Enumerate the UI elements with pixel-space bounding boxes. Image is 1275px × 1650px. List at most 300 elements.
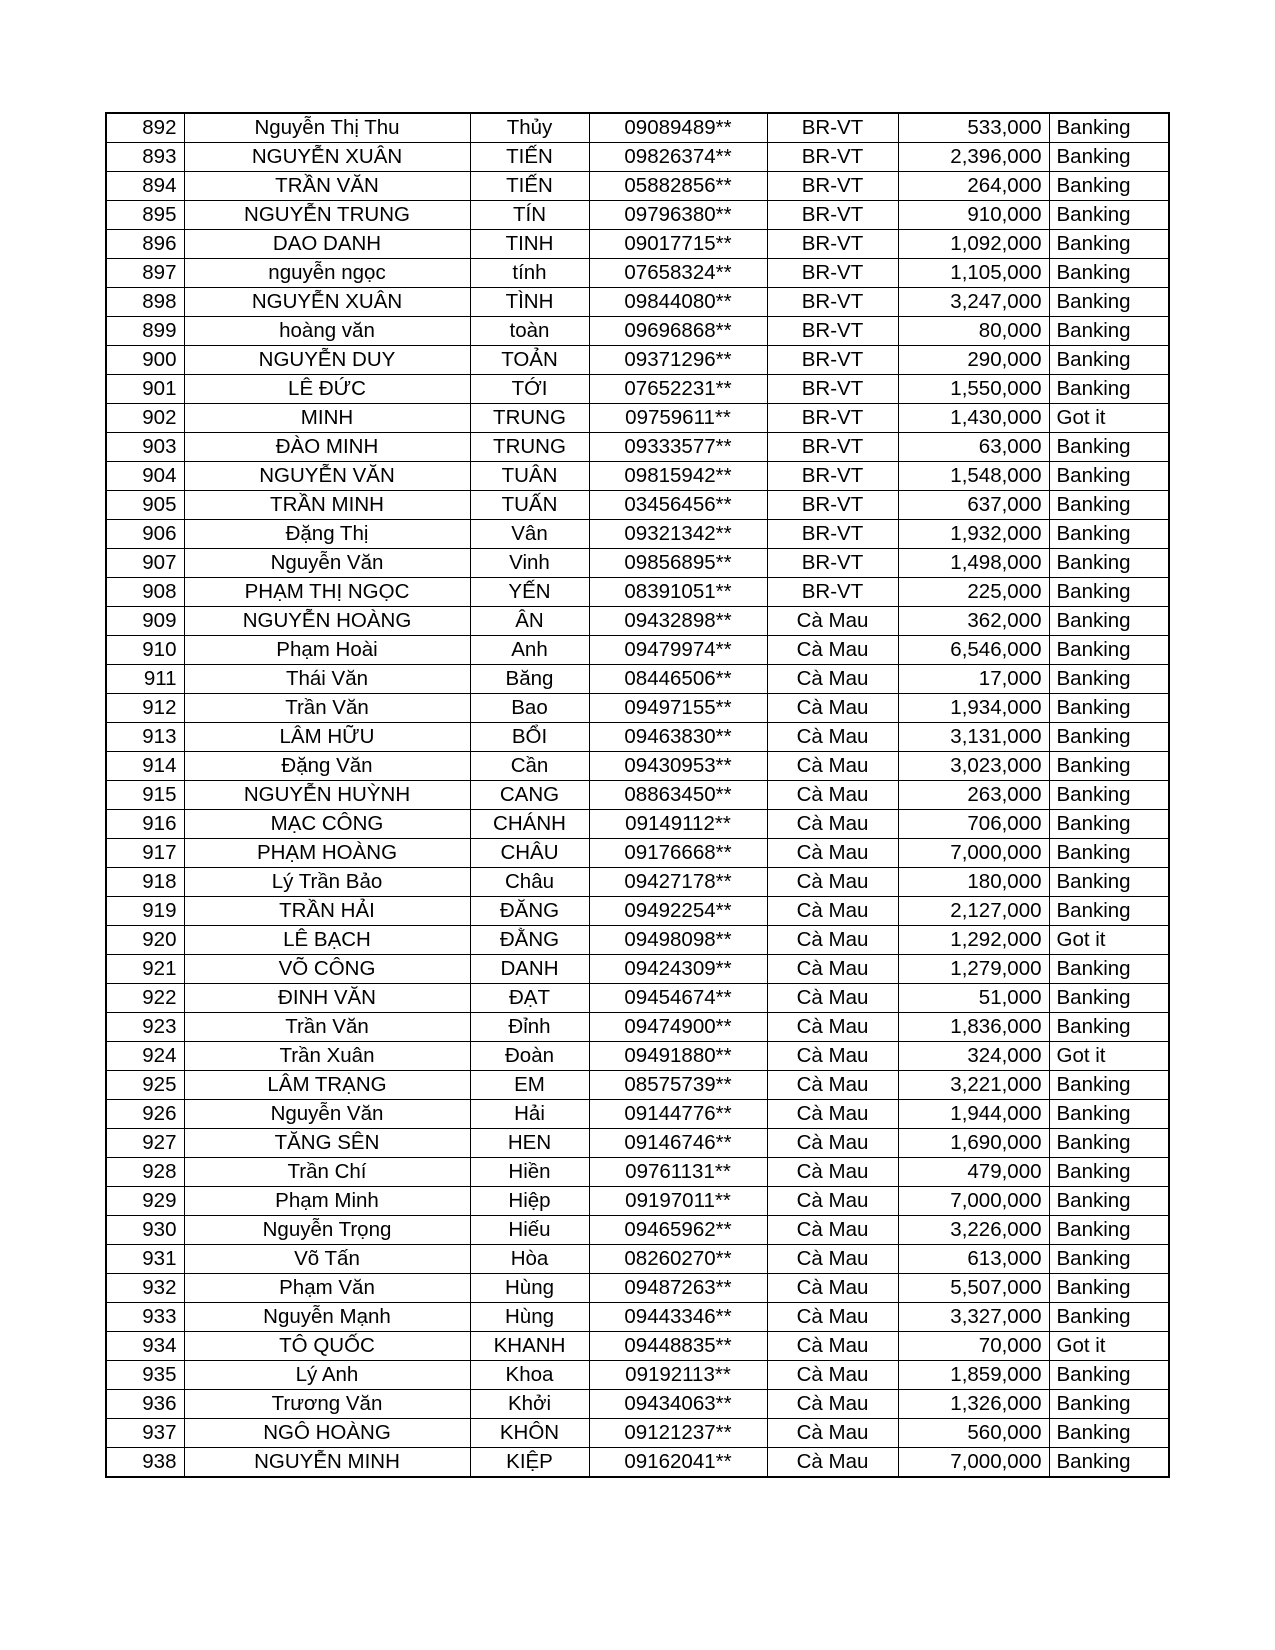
region-cell: Cà Mau	[767, 1361, 898, 1390]
row-number-cell: 928	[106, 1158, 184, 1187]
given-name-cell: Hải	[470, 1100, 589, 1129]
payment-method-cell: Banking	[1049, 1361, 1169, 1390]
region-cell: Cà Mau	[767, 752, 898, 781]
given-name-cell: CHÂU	[470, 839, 589, 868]
given-name-cell: Hiếu	[470, 1216, 589, 1245]
phone-cell: 09144776**	[589, 1100, 767, 1129]
surname-cell: LÂM TRẠNG	[184, 1071, 470, 1100]
amount-cell: 290,000	[898, 346, 1049, 375]
surname-cell: LÂM HỮU	[184, 723, 470, 752]
phone-cell: 09430953**	[589, 752, 767, 781]
row-number-cell: 919	[106, 897, 184, 926]
given-name-cell: Hòa	[470, 1245, 589, 1274]
table-row	[106, 520, 1169, 549]
given-name-cell: Cần	[470, 752, 589, 781]
region-cell: Cà Mau	[767, 1303, 898, 1332]
surname-cell: Trần Văn	[184, 1013, 470, 1042]
payment-method-cell: Banking	[1049, 694, 1169, 723]
payment-method-cell: Banking	[1049, 1274, 1169, 1303]
surname-cell: Đặng Thị	[184, 520, 470, 549]
region-cell: Cà Mau	[767, 781, 898, 810]
surname-cell: Phạm Minh	[184, 1187, 470, 1216]
table-row	[106, 462, 1169, 491]
payment-method-cell: Banking	[1049, 346, 1169, 375]
region-cell: Cà Mau	[767, 1390, 898, 1419]
surname-cell: Trần Xuân	[184, 1042, 470, 1071]
amount-cell: 3,226,000	[898, 1216, 1049, 1245]
phone-cell: 09432898**	[589, 607, 767, 636]
table-row	[106, 578, 1169, 607]
amount-cell: 560,000	[898, 1419, 1049, 1448]
surname-cell: NGUYỄN HOÀNG	[184, 607, 470, 636]
payment-method-cell: Banking	[1049, 955, 1169, 984]
surname-cell: Võ Tấn	[184, 1245, 470, 1274]
region-cell: Cà Mau	[767, 810, 898, 839]
row-number-cell: 934	[106, 1332, 184, 1361]
amount-cell: 63,000	[898, 433, 1049, 462]
payment-method-cell: Banking	[1049, 607, 1169, 636]
region-cell: BR-VT	[767, 172, 898, 201]
given-name-cell: KIỆP	[470, 1448, 589, 1478]
region-cell: BR-VT	[767, 404, 898, 433]
region-cell: Cà Mau	[767, 723, 898, 752]
phone-cell: 09427178**	[589, 868, 767, 897]
payment-method-cell: Banking	[1049, 375, 1169, 404]
table-row	[106, 868, 1169, 897]
phone-cell: 09176668**	[589, 839, 767, 868]
given-name-cell: Đỉnh	[470, 1013, 589, 1042]
amount-cell: 17,000	[898, 665, 1049, 694]
payment-method-cell: Banking	[1049, 113, 1169, 143]
row-number-cell: 930	[106, 1216, 184, 1245]
given-name-cell: Đoàn	[470, 1042, 589, 1071]
surname-cell: ĐINH VĂN	[184, 984, 470, 1013]
phone-cell: 09162041**	[589, 1448, 767, 1478]
table-row	[106, 433, 1169, 462]
amount-cell: 80,000	[898, 317, 1049, 346]
amount-cell: 3,327,000	[898, 1303, 1049, 1332]
payment-method-cell: Banking	[1049, 810, 1169, 839]
surname-cell: Đặng Văn	[184, 752, 470, 781]
table-row	[106, 723, 1169, 752]
region-cell: Cà Mau	[767, 1274, 898, 1303]
phone-cell: 08391051**	[589, 578, 767, 607]
given-name-cell: TUẤN	[470, 491, 589, 520]
phone-cell: 09796380**	[589, 201, 767, 230]
phone-cell: 09333577**	[589, 433, 767, 462]
region-cell: Cà Mau	[767, 926, 898, 955]
payment-method-cell: Banking	[1049, 839, 1169, 868]
table-row	[106, 694, 1169, 723]
winners-table	[105, 112, 1170, 1478]
payment-method-cell: Banking	[1049, 520, 1169, 549]
region-cell: BR-VT	[767, 317, 898, 346]
table-row	[106, 1448, 1169, 1478]
region-cell: Cà Mau	[767, 665, 898, 694]
table-row	[106, 1158, 1169, 1187]
phone-cell: 03456456**	[589, 491, 767, 520]
payment-method-cell: Banking	[1049, 433, 1169, 462]
region-cell: BR-VT	[767, 143, 898, 172]
table-row	[106, 317, 1169, 346]
given-name-cell: TÌNH	[470, 288, 589, 317]
row-number-cell: 899	[106, 317, 184, 346]
surname-cell: PHẠM THỊ NGỌC	[184, 578, 470, 607]
given-name-cell: TRUNG	[470, 404, 589, 433]
phone-cell: 09487263**	[589, 1274, 767, 1303]
row-number-cell: 927	[106, 1129, 184, 1158]
given-name-cell: TIẾN	[470, 172, 589, 201]
amount-cell: 637,000	[898, 491, 1049, 520]
phone-cell: 09371296**	[589, 346, 767, 375]
given-name-cell: YẾN	[470, 578, 589, 607]
amount-cell: 6,546,000	[898, 636, 1049, 665]
amount-cell: 1,932,000	[898, 520, 1049, 549]
payment-method-cell: Banking	[1049, 259, 1169, 288]
payment-method-cell: Banking	[1049, 868, 1169, 897]
given-name-cell: Vân	[470, 520, 589, 549]
table-row	[106, 113, 1169, 143]
amount-cell: 7,000,000	[898, 1187, 1049, 1216]
surname-cell: Trương Văn	[184, 1390, 470, 1419]
amount-cell: 51,000	[898, 984, 1049, 1013]
surname-cell: hoàng văn	[184, 317, 470, 346]
phone-cell: 09146746**	[589, 1129, 767, 1158]
row-number-cell: 918	[106, 868, 184, 897]
phone-cell: 09498098**	[589, 926, 767, 955]
given-name-cell: ÂN	[470, 607, 589, 636]
given-name-cell: ĐĂNG	[470, 897, 589, 926]
surname-cell: MINH	[184, 404, 470, 433]
row-number-cell: 905	[106, 491, 184, 520]
row-number-cell: 933	[106, 1303, 184, 1332]
row-number-cell: 909	[106, 607, 184, 636]
row-number-cell: 910	[106, 636, 184, 665]
row-number-cell: 916	[106, 810, 184, 839]
phone-cell: 09089489**	[589, 113, 767, 143]
phone-cell: 09448835**	[589, 1332, 767, 1361]
row-number-cell: 937	[106, 1419, 184, 1448]
payment-method-cell: Banking	[1049, 1419, 1169, 1448]
amount-cell: 1,105,000	[898, 259, 1049, 288]
phone-cell: 09761131**	[589, 1158, 767, 1187]
row-number-cell: 903	[106, 433, 184, 462]
row-number-cell: 924	[106, 1042, 184, 1071]
amount-cell: 1,548,000	[898, 462, 1049, 491]
table-row	[106, 549, 1169, 578]
payment-method-cell: Banking	[1049, 143, 1169, 172]
region-cell: BR-VT	[767, 201, 898, 230]
given-name-cell: Hùng	[470, 1274, 589, 1303]
given-name-cell: TUÂN	[470, 462, 589, 491]
table-row	[106, 1129, 1169, 1158]
payment-method-cell: Banking	[1049, 752, 1169, 781]
given-name-cell: Châu	[470, 868, 589, 897]
row-number-cell: 926	[106, 1100, 184, 1129]
table-row	[106, 1390, 1169, 1419]
given-name-cell: KHANH	[470, 1332, 589, 1361]
row-number-cell: 913	[106, 723, 184, 752]
phone-cell: 09454674**	[589, 984, 767, 1013]
given-name-cell: ĐẠT	[470, 984, 589, 1013]
given-name-cell: CANG	[470, 781, 589, 810]
region-cell: Cà Mau	[767, 1100, 898, 1129]
region-cell: BR-VT	[767, 288, 898, 317]
given-name-cell: TIẾN	[470, 143, 589, 172]
region-cell: Cà Mau	[767, 694, 898, 723]
table-row	[106, 955, 1169, 984]
table-row	[106, 1332, 1169, 1361]
table-row	[106, 346, 1169, 375]
row-number-cell: 902	[106, 404, 184, 433]
surname-cell: LÊ BẠCH	[184, 926, 470, 955]
table-row	[106, 781, 1169, 810]
region-cell: Cà Mau	[767, 1419, 898, 1448]
region-cell: Cà Mau	[767, 1448, 898, 1478]
given-name-cell: Hiền	[470, 1158, 589, 1187]
amount-cell: 264,000	[898, 172, 1049, 201]
table-row	[106, 1100, 1169, 1129]
phone-cell: 08260270**	[589, 1245, 767, 1274]
given-name-cell: EM	[470, 1071, 589, 1100]
row-number-cell: 894	[106, 172, 184, 201]
region-cell: BR-VT	[767, 462, 898, 491]
amount-cell: 1,292,000	[898, 926, 1049, 955]
payment-method-cell: Banking	[1049, 1129, 1169, 1158]
given-name-cell: Anh	[470, 636, 589, 665]
table-row	[106, 1187, 1169, 1216]
surname-cell: ĐÀO MINH	[184, 433, 470, 462]
phone-cell: 09759611**	[589, 404, 767, 433]
payment-method-cell: Banking	[1049, 1216, 1169, 1245]
surname-cell: Trần Văn	[184, 694, 470, 723]
phone-cell: 09443346**	[589, 1303, 767, 1332]
table-row	[106, 839, 1169, 868]
given-name-cell: CHÁNH	[470, 810, 589, 839]
payment-method-cell: Banking	[1049, 1071, 1169, 1100]
region-cell: BR-VT	[767, 549, 898, 578]
amount-cell: 1,550,000	[898, 375, 1049, 404]
phone-cell: 09321342**	[589, 520, 767, 549]
payment-method-cell: Got it	[1049, 1042, 1169, 1071]
given-name-cell: toàn	[470, 317, 589, 346]
payment-method-cell: Banking	[1049, 636, 1169, 665]
table-row	[106, 288, 1169, 317]
payment-method-cell: Banking	[1049, 665, 1169, 694]
phone-cell: 08575739**	[589, 1071, 767, 1100]
region-cell: Cà Mau	[767, 955, 898, 984]
row-number-cell: 929	[106, 1187, 184, 1216]
amount-cell: 362,000	[898, 607, 1049, 636]
row-number-cell: 898	[106, 288, 184, 317]
amount-cell: 1,859,000	[898, 1361, 1049, 1390]
payment-method-cell: Banking	[1049, 723, 1169, 752]
amount-cell: 3,221,000	[898, 1071, 1049, 1100]
phone-cell: 09474900**	[589, 1013, 767, 1042]
payment-method-cell: Banking	[1049, 578, 1169, 607]
table-row	[106, 897, 1169, 926]
payment-method-cell: Banking	[1049, 288, 1169, 317]
phone-cell: 09856895**	[589, 549, 767, 578]
row-number-cell: 925	[106, 1071, 184, 1100]
region-cell: BR-VT	[767, 491, 898, 520]
payment-method-cell: Banking	[1049, 1158, 1169, 1187]
phone-cell: 09121237**	[589, 1419, 767, 1448]
surname-cell: TĂNG SÊN	[184, 1129, 470, 1158]
region-cell: Cà Mau	[767, 1245, 898, 1274]
region-cell: BR-VT	[767, 346, 898, 375]
surname-cell: TÔ QUỐC	[184, 1332, 470, 1361]
table-row	[106, 1042, 1169, 1071]
given-name-cell: DANH	[470, 955, 589, 984]
payment-method-cell: Banking	[1049, 984, 1169, 1013]
row-number-cell: 932	[106, 1274, 184, 1303]
row-number-cell: 911	[106, 665, 184, 694]
payment-method-cell: Banking	[1049, 1303, 1169, 1332]
phone-cell: 09197011**	[589, 1187, 767, 1216]
phone-cell: 09491880**	[589, 1042, 767, 1071]
phone-cell: 09465962**	[589, 1216, 767, 1245]
surname-cell: Lý Anh	[184, 1361, 470, 1390]
amount-cell: 2,127,000	[898, 897, 1049, 926]
surname-cell: Lý Trần Bảo	[184, 868, 470, 897]
amount-cell: 706,000	[898, 810, 1049, 839]
surname-cell: Nguyễn Văn	[184, 549, 470, 578]
surname-cell: Nguyễn Văn	[184, 1100, 470, 1129]
given-name-cell: Khoa	[470, 1361, 589, 1390]
row-number-cell: 892	[106, 113, 184, 143]
payment-method-cell: Banking	[1049, 491, 1169, 520]
row-number-cell: 914	[106, 752, 184, 781]
row-number-cell: 915	[106, 781, 184, 810]
region-cell: Cà Mau	[767, 1042, 898, 1071]
payment-method-cell: Got it	[1049, 926, 1169, 955]
payment-method-cell: Banking	[1049, 1245, 1169, 1274]
table-row	[106, 636, 1169, 665]
surname-cell: NGÔ HOÀNG	[184, 1419, 470, 1448]
amount-cell: 3,247,000	[898, 288, 1049, 317]
region-cell: Cà Mau	[767, 897, 898, 926]
amount-cell: 1,279,000	[898, 955, 1049, 984]
surname-cell: TRẦN HẢI	[184, 897, 470, 926]
payment-method-cell: Got it	[1049, 1332, 1169, 1361]
surname-cell: NGUYỄN DUY	[184, 346, 470, 375]
payment-method-cell: Banking	[1049, 1013, 1169, 1042]
payment-method-cell: Banking	[1049, 897, 1169, 926]
payment-method-cell: Banking	[1049, 1448, 1169, 1478]
payment-method-cell: Banking	[1049, 172, 1169, 201]
amount-cell: 1,944,000	[898, 1100, 1049, 1129]
row-number-cell: 931	[106, 1245, 184, 1274]
table-row	[106, 375, 1169, 404]
given-name-cell: Khởi	[470, 1390, 589, 1419]
row-number-cell: 906	[106, 520, 184, 549]
amount-cell: 1,326,000	[898, 1390, 1049, 1419]
region-cell: BR-VT	[767, 433, 898, 462]
amount-cell: 910,000	[898, 201, 1049, 230]
phone-cell: 09815942**	[589, 462, 767, 491]
amount-cell: 3,131,000	[898, 723, 1049, 752]
given-name-cell: TRUNG	[470, 433, 589, 462]
row-number-cell: 923	[106, 1013, 184, 1042]
payment-method-cell: Banking	[1049, 1390, 1169, 1419]
amount-cell: 1,092,000	[898, 230, 1049, 259]
region-cell: BR-VT	[767, 520, 898, 549]
surname-cell: Trần Chí	[184, 1158, 470, 1187]
amount-cell: 7,000,000	[898, 1448, 1049, 1478]
region-cell: Cà Mau	[767, 1158, 898, 1187]
table-row	[106, 230, 1169, 259]
given-name-cell: Hiệp	[470, 1187, 589, 1216]
given-name-cell: tính	[470, 259, 589, 288]
surname-cell: NGUYỄN XUÂN	[184, 143, 470, 172]
row-number-cell: 935	[106, 1361, 184, 1390]
given-name-cell: Băng	[470, 665, 589, 694]
phone-cell: 09017715**	[589, 230, 767, 259]
table-row	[106, 1303, 1169, 1332]
surname-cell: Thái Văn	[184, 665, 470, 694]
phone-cell: 09492254**	[589, 897, 767, 926]
payment-method-cell: Banking	[1049, 1100, 1169, 1129]
phone-cell: 07652231**	[589, 375, 767, 404]
table-row	[106, 984, 1169, 1013]
table-row	[106, 1361, 1169, 1390]
phone-cell: 08863450**	[589, 781, 767, 810]
table-row	[106, 1274, 1169, 1303]
given-name-cell: TOẢN	[470, 346, 589, 375]
table-row	[106, 1419, 1169, 1448]
surname-cell: MẠC CÔNG	[184, 810, 470, 839]
payment-method-cell: Banking	[1049, 549, 1169, 578]
region-cell: Cà Mau	[767, 607, 898, 636]
row-number-cell: 908	[106, 578, 184, 607]
region-cell: BR-VT	[767, 375, 898, 404]
amount-cell: 2,396,000	[898, 143, 1049, 172]
amount-cell: 225,000	[898, 578, 1049, 607]
payment-method-cell: Banking	[1049, 317, 1169, 346]
table-row	[106, 926, 1169, 955]
given-name-cell: TỚI	[470, 375, 589, 404]
amount-cell: 1,690,000	[898, 1129, 1049, 1158]
region-cell: Cà Mau	[767, 1216, 898, 1245]
given-name-cell: Thủy	[470, 113, 589, 143]
amount-cell: 533,000	[898, 113, 1049, 143]
phone-cell: 09463830**	[589, 723, 767, 752]
payment-method-cell: Banking	[1049, 201, 1169, 230]
phone-cell: 09844080**	[589, 288, 767, 317]
phone-cell: 08446506**	[589, 665, 767, 694]
surname-cell: NGUYỄN MINH	[184, 1448, 470, 1478]
phone-cell: 07658324**	[589, 259, 767, 288]
phone-cell: 05882856**	[589, 172, 767, 201]
payment-method-cell: Banking	[1049, 462, 1169, 491]
table-row	[106, 752, 1169, 781]
table-row	[106, 1071, 1169, 1100]
row-number-cell: 907	[106, 549, 184, 578]
row-number-cell: 921	[106, 955, 184, 984]
region-cell: Cà Mau	[767, 984, 898, 1013]
surname-cell: LÊ ĐỨC	[184, 375, 470, 404]
amount-cell: 1,498,000	[898, 549, 1049, 578]
table-row	[106, 1245, 1169, 1274]
phone-cell: 09192113**	[589, 1361, 767, 1390]
surname-cell: DAO DANH	[184, 230, 470, 259]
region-cell: BR-VT	[767, 113, 898, 143]
table-row	[106, 665, 1169, 694]
row-number-cell: 917	[106, 839, 184, 868]
phone-cell: 09826374**	[589, 143, 767, 172]
surname-cell: NGUYỄN XUÂN	[184, 288, 470, 317]
